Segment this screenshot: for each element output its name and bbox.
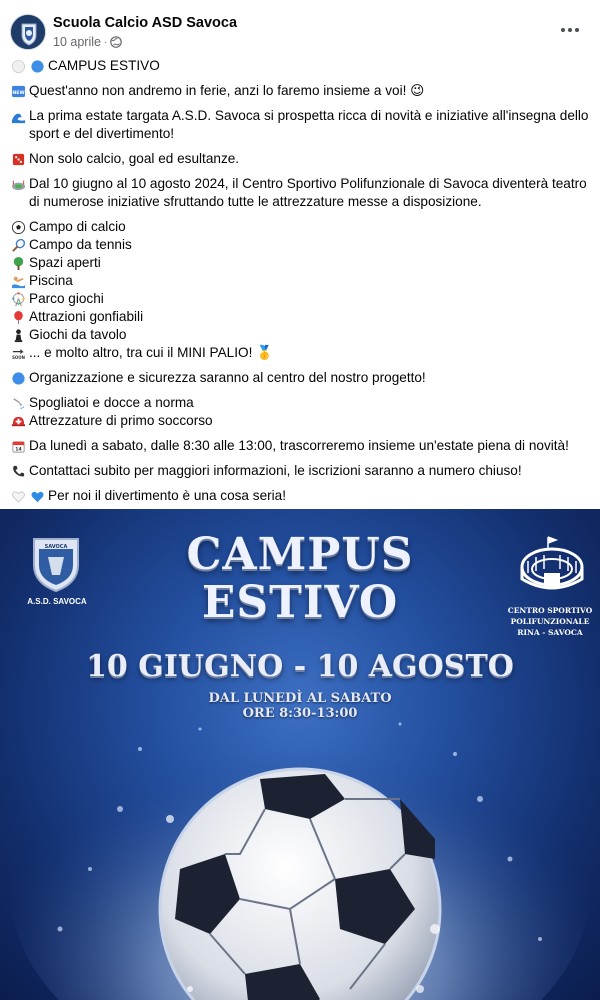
tennis-racket-icon bbox=[10, 237, 26, 253]
post-line-text: Da lunedì a sabato, dalle 8:30 alle 13:00, trascorreremo insieme un'estate piena di novità! bbox=[29, 438, 569, 453]
post-line bbox=[10, 308, 590, 326]
post-line-text: Spazi aperti bbox=[29, 255, 101, 270]
more-options-icon bbox=[561, 28, 565, 32]
blue-circle-icon bbox=[29, 58, 45, 74]
swimmer-icon bbox=[10, 273, 26, 289]
crest-text: SAVOCA bbox=[44, 544, 68, 550]
svg-text:SOON: SOON bbox=[11, 354, 25, 360]
post-line bbox=[10, 272, 590, 290]
post-line-text: Non solo calcio, goal ed esultanze. bbox=[29, 151, 240, 166]
club-label: A.S.D. SAVOCA bbox=[27, 597, 87, 606]
meta-separator: · bbox=[103, 36, 108, 48]
campus-dates: 10 GIUGNO - 10 AGOSTO bbox=[86, 649, 514, 684]
post-line-text: Campo di calcio bbox=[29, 219, 126, 234]
post-meta bbox=[53, 35, 122, 49]
post-line bbox=[10, 290, 590, 308]
more-options-dot bbox=[575, 28, 579, 32]
post-line-text: Organizzazione e sicurezza saranno al centro del nostro progetto! bbox=[29, 370, 426, 385]
post-line-text: CAMPUS ESTIVO bbox=[48, 58, 160, 73]
post-line-text: Contattaci subito per maggiori informazioni, le iscrizioni saranno a numero chiuso! bbox=[29, 463, 522, 478]
page-avatar[interactable] bbox=[10, 14, 46, 50]
white-circle-icon bbox=[10, 58, 26, 74]
post-line bbox=[10, 462, 590, 480]
stadium-logo-icon bbox=[518, 531, 586, 599]
tree-icon bbox=[10, 255, 26, 271]
post-date[interactable]: 10 aprile bbox=[53, 35, 101, 49]
blue-heart-icon bbox=[29, 488, 45, 504]
globe-icon[interactable] bbox=[110, 36, 122, 48]
post-line bbox=[10, 369, 590, 387]
post-line bbox=[10, 107, 590, 143]
shower-icon bbox=[10, 395, 26, 411]
wave-icon bbox=[10, 108, 26, 124]
post-text bbox=[10, 57, 590, 505]
campus-title bbox=[180, 531, 420, 627]
ferris-wheel-icon bbox=[10, 291, 26, 307]
post-line bbox=[10, 487, 590, 505]
post-line-text: Piscina bbox=[29, 273, 73, 288]
post-line-text: Quest'anno non andremo in ferie, anzi lo faremo insieme a voi! 😉 bbox=[29, 83, 425, 98]
post-line-text: Dal 10 giugno al 10 agosto 2024, il Centro Sportivo Polifunzionale di Savoca diventerà teatro di numerose iniziative sfruttando tutte le attrezzature messe a disposizione. bbox=[29, 176, 587, 209]
rescue-helmet-icon bbox=[10, 413, 26, 429]
campus-days: DAL LUNEDÌ AL SABATO bbox=[208, 691, 392, 706]
more-options-dot bbox=[568, 28, 572, 32]
post-line-text: Giochi da tavolo bbox=[29, 327, 127, 342]
post-header bbox=[0, 0, 600, 58]
soon-arrow-icon bbox=[10, 345, 26, 361]
post-line bbox=[10, 437, 590, 455]
white-heart-icon bbox=[10, 488, 26, 504]
page-name[interactable]: Scuola Calcio ASD Savoca bbox=[53, 15, 238, 31]
campus-schedule bbox=[150, 691, 450, 721]
post-line-text: ... e molto altro, tra cui il MINI PALIO! 🥇 bbox=[29, 345, 274, 360]
post-line-text: La prima estate targata A.S.D. Savoca si prospetta ricca di novità e iniziative all'insegna dello sport e del divertimento! bbox=[29, 108, 589, 141]
post-line bbox=[10, 254, 590, 272]
post-line-text: Parco giochi bbox=[29, 291, 104, 306]
balloon-icon bbox=[10, 309, 26, 325]
campus-hours: ORE 8:30-13:00 bbox=[242, 706, 358, 721]
post-line bbox=[10, 150, 590, 168]
post-line-text: Per noi il divertimento è una cosa seria! bbox=[48, 488, 287, 503]
post-line-text: Campo da tennis bbox=[29, 237, 132, 252]
dice-icon bbox=[10, 151, 26, 167]
club-crest-icon bbox=[11, 15, 46, 50]
post-image[interactable] bbox=[0, 509, 600, 1000]
svg-text:NEW: NEW bbox=[11, 90, 25, 96]
post-line bbox=[10, 175, 590, 211]
post-line bbox=[10, 82, 590, 100]
post-line bbox=[10, 394, 590, 412]
chess-pawn-icon bbox=[10, 327, 26, 343]
stadium-icon bbox=[10, 176, 26, 192]
post-line-text: Attrazioni gonfiabili bbox=[29, 309, 144, 324]
soccer-ball-image bbox=[150, 759, 450, 1000]
soccer-ball-icon bbox=[10, 219, 26, 235]
post-line bbox=[10, 326, 590, 344]
post-line bbox=[10, 218, 590, 236]
campus-title-line1: CAMPUS bbox=[186, 529, 414, 580]
telephone-icon bbox=[10, 463, 26, 479]
post-line bbox=[10, 344, 590, 362]
more-options-button[interactable] bbox=[558, 20, 582, 40]
post-line bbox=[10, 412, 590, 430]
campus-title-line2: ESTIVO bbox=[201, 577, 399, 628]
centro-sportivo-label: CENTRO SPORTIVO POLIFUNZIONALE RINA - SAVOCA bbox=[507, 606, 593, 637]
post-line-text: Attrezzature di primo soccorso bbox=[29, 413, 213, 428]
post-line bbox=[10, 236, 590, 254]
blue-circle-icon bbox=[10, 370, 26, 386]
post-line-title bbox=[10, 57, 590, 75]
asd-savoca-crest-icon bbox=[30, 535, 82, 593]
svg-text:14: 14 bbox=[14, 447, 22, 453]
new-badge-icon bbox=[10, 83, 26, 99]
post-line-text: Spogliatoi e docce a norma bbox=[29, 395, 194, 410]
calendar-icon bbox=[10, 438, 26, 454]
